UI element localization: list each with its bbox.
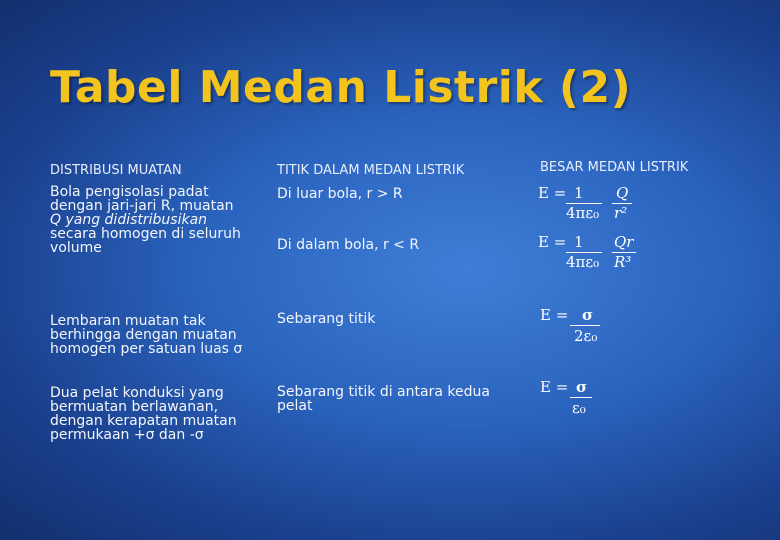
row1-distribution-line: Bola pengisolasi padat xyxy=(50,184,209,200)
header-field: BESAR MEDAN LISTRIK xyxy=(540,160,689,175)
fraction-bar xyxy=(570,397,592,398)
header-distribution: DISTRIBUSI MUATAN xyxy=(50,163,182,178)
row1-point-inside: Di dalam bola, r < R xyxy=(277,237,420,253)
row1-distribution-line: secara homogen di seluruh xyxy=(50,226,241,242)
formula-numerator: Q xyxy=(616,184,629,202)
row3-distribution-line: dengan kerapatan muatan xyxy=(50,413,237,429)
row1-distribution-line: volume xyxy=(50,240,102,256)
formula-denominator: r² xyxy=(614,204,628,222)
row2-distribution-line: Lembaran muatan tak xyxy=(50,313,206,329)
fraction-bar xyxy=(570,325,600,326)
formula-denominator: R³ xyxy=(614,253,632,271)
formula-inside-sphere xyxy=(538,231,668,281)
formula-sheet xyxy=(540,304,670,354)
row3-point-line: pelat xyxy=(277,398,313,414)
formula-denominator: 4πε₀ xyxy=(566,253,600,271)
formula-lhs: E = xyxy=(540,306,569,324)
row1-distribution xyxy=(50,185,241,255)
row2-distribution-line: berhingga dengan muatan xyxy=(50,327,237,343)
row3-distribution-line: permukaan +σ dan -σ xyxy=(50,427,204,443)
formula-numerator: σ xyxy=(576,378,588,396)
formula-denominator: ε₀ xyxy=(572,399,586,417)
formula-lhs: E = xyxy=(538,184,567,202)
slide-title: Tabel Medan Listrik (2) xyxy=(50,62,632,113)
formula-lhs: E = xyxy=(540,378,569,396)
row3-distribution xyxy=(50,386,237,442)
formula-numerator: σ xyxy=(582,306,594,324)
formula-denominator: 2ε₀ xyxy=(574,327,598,345)
row1-distribution-line: dengan jari-jari R, muatan xyxy=(50,198,234,214)
header-point: TITIK DALAM MEDAN LISTRIK xyxy=(277,163,465,178)
row3-distribution-line: Dua pelat konduksi yang xyxy=(50,385,224,401)
row2-distribution xyxy=(50,314,242,356)
formula-outside-sphere xyxy=(538,182,668,232)
row2-distribution-line: homogen per satuan luas σ xyxy=(50,341,243,357)
row3-point xyxy=(277,385,490,413)
formula-plates xyxy=(540,376,670,426)
formula-numerator: Qr xyxy=(614,233,634,251)
formula-numerator: 1 xyxy=(574,233,584,251)
row1-distribution-line: Q yang didistribusikan xyxy=(50,212,208,228)
row3-point-line: Sebarang titik di antara kedua xyxy=(277,384,490,400)
formula-denominator: 4πε₀ xyxy=(566,204,600,222)
row1-point-outside: Di luar bola, r > R xyxy=(277,186,403,202)
formula-numerator: 1 xyxy=(574,184,584,202)
row3-distribution-line: bermuatan berlawanan, xyxy=(50,399,219,415)
row2-point: Sebarang titik xyxy=(277,311,376,327)
formula-lhs: E = xyxy=(538,233,567,251)
